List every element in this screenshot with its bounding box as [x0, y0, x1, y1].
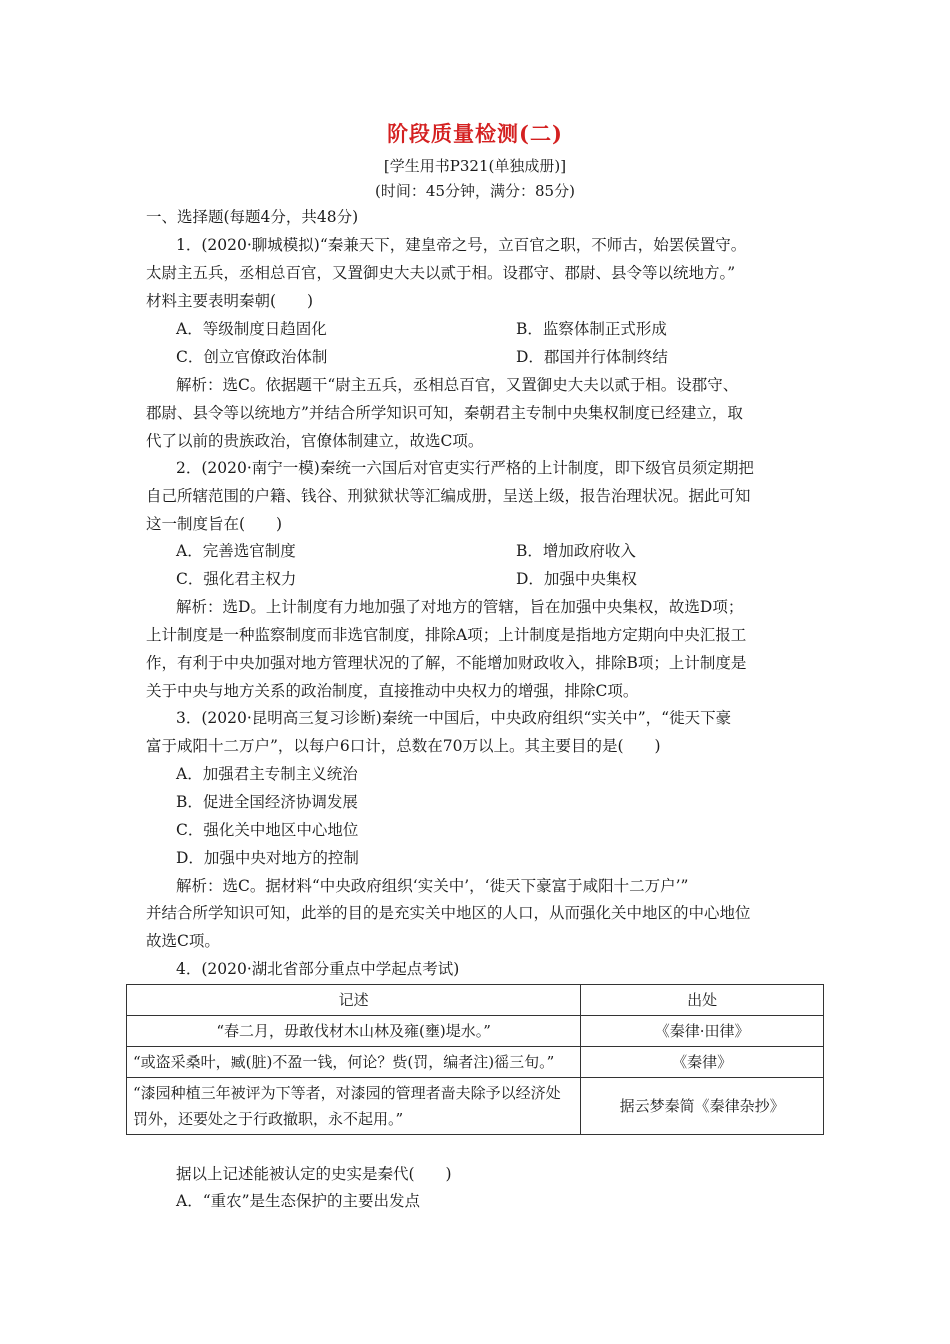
q3-stem-line: 富于咸阳十二万户”，以每户6口计，总数在70万以上。其主要目的是( ) — [146, 737, 661, 755]
table-cell-record: “或盗采桑叶，臧(脏)不盈一钱，何论？赀(罚，编者注)徭三旬。” — [127, 1047, 581, 1078]
table-header-source: 出处 — [581, 985, 824, 1016]
table-cell-record: “漆园种植三年被评为下等者，对漆园的管理者啬夫除予以经济处罚外，还要处之于行政撤职，永不起用。” — [127, 1078, 581, 1135]
q1-stem-line: 材料主要表明秦朝( ) — [146, 292, 314, 310]
table-header-row — [127, 985, 824, 1016]
q2-option-c: C．强化君主权力 — [176, 570, 297, 588]
q4-option-a: A．“重农”是生态保护的主要出发点 — [176, 1192, 421, 1210]
q1-option-c: C．创立官僚政治体制 — [176, 348, 328, 366]
q4-question: 据以上记述能被认定的史实是秦代( ) — [176, 1165, 452, 1183]
table-cell-source: 《秦律·田律》 — [581, 1016, 824, 1047]
q3-analysis-line: 解析：选C。据材料“中央政府组织‘实关中’，‘徙天下豪富于咸阳十二万户’” — [176, 877, 689, 895]
q2-analysis-line: 上计制度是一种监察制度而非选官制度，排除A项；上计制度是指地方定期向中央汇报工 — [146, 626, 747, 644]
q2-option-a: A．完善选官制度 — [176, 542, 296, 560]
table-cell-record: “春二月，毋敢伐材木山林及雍(壅)堤水。” — [127, 1016, 581, 1047]
q2-analysis-line: 关于中央与地方关系的政治制度，直接推动中央权力的增强，排除C项。 — [146, 682, 639, 700]
q1-option-a: A．等级制度日趋固化 — [176, 320, 327, 338]
table-header-record: 记述 — [127, 985, 581, 1016]
section-heading: 一、选择题(每题4分，共48分) — [146, 208, 359, 226]
table-row — [127, 1016, 824, 1047]
time-info: (时间：45分钟，满分：85分) — [375, 182, 575, 200]
q2-option-b: B．增加政府收入 — [516, 542, 636, 560]
q3-analysis-line: 并结合所学知识可知，此举的目的是充实关中地区的人口，从而强化关中地区的中心地位 — [146, 904, 751, 922]
q4-stem: 4．(2020·湖北省部分重点中学起点考试) — [176, 960, 460, 978]
q1-analysis-line: 解析：选C。依据题干“尉主五兵，丞相总百官，又置御史大夫以贰于相。设郡守、 — [176, 376, 739, 394]
table-cell-source: 《秦律》 — [581, 1047, 824, 1078]
q2-stem-line: 这一制度旨在( ) — [146, 515, 283, 533]
q3-option-d: D．加强中央对地方的控制 — [176, 849, 359, 867]
source-reference: [学生用书P321(单独成册)] — [383, 157, 567, 175]
q1-option-b: B．监察体制正式形成 — [516, 320, 667, 338]
q2-analysis-line: 解析：选D。上计制度有力地加强了对地方的管辖，旨在加强中央集权，故选D项； — [176, 598, 744, 616]
q2-stem-line: 2．(2020·南宁一模)秦统一六国后对官吏实行严格的上计制度，即下级官员须定期把 — [176, 459, 754, 477]
q3-option-c: C．强化关中地区中心地位 — [176, 821, 359, 839]
q1-option-d: D．郡国并行体制终结 — [516, 348, 668, 366]
q3-option-a: A．加强君主专制主义统治 — [176, 765, 358, 783]
q3-stem-line: 3．(2020·昆明高三复习诊断)秦统一中国后，中央政府组织“实关中”，“徙天下豪 — [176, 709, 732, 727]
q2-option-d: D．加强中央集权 — [516, 570, 637, 588]
q1-stem-line: 太尉主五兵，丞相总百官，又置御史大夫以贰于相。设郡守、郡尉、县令等以统地方。” — [146, 264, 736, 282]
table-row — [127, 1047, 824, 1078]
q3-analysis-line: 故选C项。 — [146, 932, 220, 950]
q1-stem-line: 1．(2020·聊城模拟)“秦兼天下，建皇帝之号，立百官之职，不师古，始罢侯置守。 — [176, 236, 747, 254]
table-cell-source: 据云梦秦简《秦律杂抄》 — [581, 1078, 824, 1135]
q1-analysis-line: 郡尉、县令等以统地方”并结合所学知识可知，秦朝君主专制中央集权制度已经建立，取 — [146, 404, 743, 422]
q2-stem-line: 自己所辖范围的户籍、钱谷、刑狱狱状等汇编成册，呈送上级，报告治理状况。据此可知 — [146, 487, 751, 505]
q2-analysis-line: 作，有利于中央加强对地方管理状况的了解，不能增加财政收入，排除B项；上计制度是 — [146, 654, 747, 672]
records-table — [126, 984, 824, 1135]
q1-analysis-line: 代了以前的贵族政治，官僚体制建立，故选C项。 — [146, 432, 484, 450]
page-title: 阶段质量检测(二) — [387, 121, 563, 146]
q3-option-b: B．促进全国经济协调发展 — [176, 793, 358, 811]
table-row — [127, 1078, 824, 1135]
